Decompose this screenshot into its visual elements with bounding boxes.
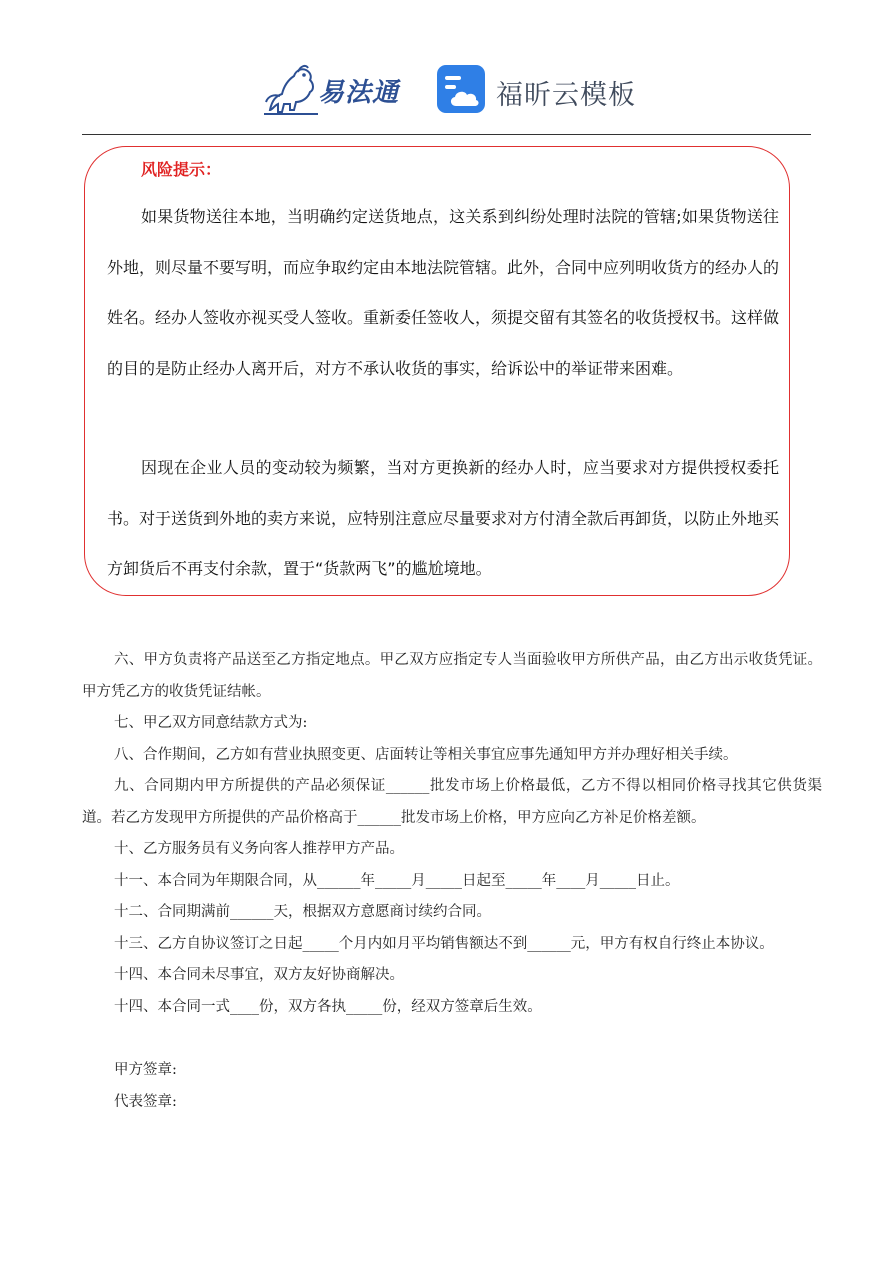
foxit-template-logo [436,64,636,118]
clause-11: 十一、本合同为年期限合同，从______年_____月_____日起至_____年____月_____日止。 [114,872,680,889]
yifatong-logo [262,62,412,118]
risk-notice-title: 风险提示： [141,160,222,179]
representative-signature: 代表签章: [114,1093,177,1110]
clause-7: 七、甲乙双方同意结款方式为: [114,715,308,731]
contract-clauses [82,645,822,1118]
spacer [82,1023,822,1055]
clause-14b: 十四、本合同一式____份，双方各执_____份，经双方签章后生效。 [114,998,542,1015]
clause-6: 六、甲方负责将产品送至乙方指定地点。甲乙双方应指定专人当面验收甲方所供产品，由乙方出示收货凭证。甲方凭乙方的收货凭证结帐。 [82,652,822,700]
yifatong-logo-text: 易法通 [318,78,400,108]
foxit-template-logo-text: 福昕云模板 [496,80,636,111]
clause-13: 十三、乙方自协议签订之日起_____个月内如月平均销售额达不到______元，甲方有权自行终止本协议。 [114,935,774,952]
cloud-document-icon [436,64,486,114]
clause-10: 十、乙方服务员有义务向客人推荐甲方产品。 [114,841,404,857]
clause-14: 十四、本合同未尽事宜，双方友好协商解决。 [114,967,404,983]
risk-notice-box [84,146,790,596]
horse-emblem-icon [262,62,320,118]
header-divider [82,134,811,135]
page-header [0,60,893,124]
risk-paragraph: 如果货物送往本地，当明确约定送货地点，这关系到纠纷处理时法院的管辖;如果货物送往外地，则尽量不要写明，而应争取约定由本地法院管辖。此外，合同中应列明收货方的经办人的姓名。经办人签收亦视买受人签收。重新委任签收人，须提交留有其签名的收货授权书。这样做的目的是防止经办人离开后，对方不承认收货的事实，给诉讼中的举证带来困难。 [107,207,780,378]
clause-12: 十二、合同期满前______天，根据双方意愿商讨续约合同。 [114,904,491,920]
clause-8: 八、合作期间，乙方如有营业执照变更、店面转让等相关事宜应事先通知甲方并办理好相关手续。 [114,746,738,763]
party-a-signature: 甲方签章: [114,1062,177,1078]
clause-9: 九、合同期内甲方所提供的产品必须保证______批发市场上价格最低，乙方不得以相同价格寻找其它供货渠道。若乙方发现甲方所提供的产品价格高于______批发市场上价格，甲方应向乙方补足价格差额。 [82,778,822,826]
risk-paragraph: 因现在企业人员的变动较为频繁，当对方更换新的经办人时，应当要求对方提供授权委托书。对于送货到外地的卖方来说，应特别注意应尽量要求对方付清全款后再卸货，以防止外地买方卸货后不再支付余款，置于“货款两飞”的尴尬境地。 [107,458,780,578]
